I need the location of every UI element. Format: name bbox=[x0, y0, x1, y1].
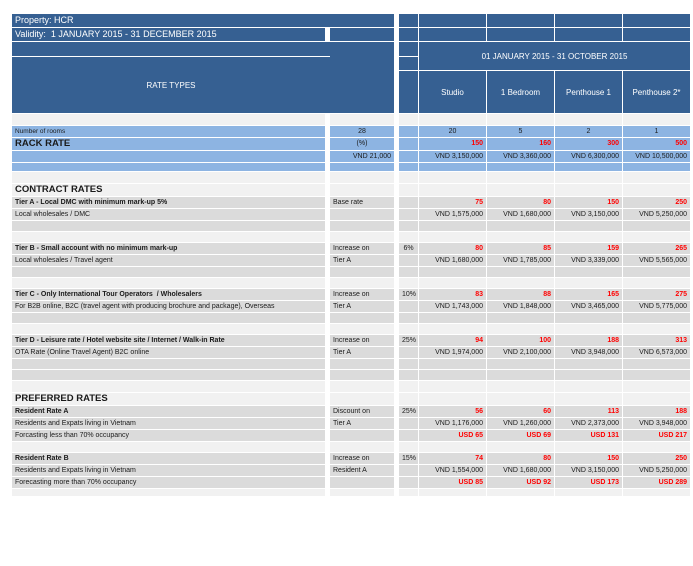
spacer-row bbox=[12, 172, 690, 183]
property-cell: Property: HCR bbox=[12, 14, 394, 27]
rack-rate-row: RACK RATE (%) 150 160 300 500 bbox=[12, 138, 690, 150]
spacer-row bbox=[12, 221, 690, 231]
tier-title: Tier C - Only International Tour Operators / Wholesalers bbox=[12, 289, 325, 300]
preferred-rates-heading-row bbox=[12, 393, 690, 405]
spacer-row bbox=[12, 381, 690, 392]
tier-title: Tier D - Leisure rate / Hotel website site / Internet / Walk-in Rate bbox=[12, 335, 325, 346]
column-header-penthouse2: Penthouse 2* bbox=[623, 71, 690, 113]
number-of-rooms-row: Number of rooms 28 20 5 2 1 bbox=[12, 126, 690, 137]
rack-rate-vnd-row: VND 21,000 VND 3,150,000 VND 3,360,000 VND 6,300,000 VND 10,500,000 bbox=[12, 151, 690, 162]
tier-title: Tier A - Local DMC with minimum mark-up 5% bbox=[12, 197, 325, 208]
spacer-row bbox=[12, 442, 690, 452]
spacer-row bbox=[12, 313, 690, 323]
period-header: 01 JANUARY 2015 - 31 OCTOBER 2015 bbox=[419, 42, 690, 70]
rack-base-vnd: VND 21,000 bbox=[330, 151, 394, 162]
resident-a-row: Resident Rate A Discount on 25% 56 60 113 188 bbox=[12, 406, 690, 417]
spacer-row bbox=[12, 114, 690, 125]
tier-a-row: Tier A - Local DMC with minimum mark-up 5% Base rate 75 80 150 250 bbox=[12, 197, 690, 208]
blank-merged-cell bbox=[330, 42, 394, 113]
spacer-row bbox=[12, 359, 690, 369]
column-header-penthouse1: Penthouse 1 bbox=[555, 71, 622, 113]
rack-rate-unit: (%) bbox=[330, 138, 394, 150]
preferred-rates-heading: PREFERRED RATES bbox=[12, 393, 325, 405]
spacer-row bbox=[12, 267, 690, 277]
tier-a-vnd-row: Local wholesales / DMC VND 1,575,000 VND 1,680,000 VND 3,150,000 VND 5,250,000 bbox=[12, 209, 690, 220]
validity-row bbox=[12, 28, 690, 41]
resident-b-vnd-row: Residents and Expats living in Vietnam Resident A VND 1,554,000 VND 1,680,000 VND 3,150,000 VND 5,250,000 bbox=[12, 465, 690, 476]
spacer-row bbox=[12, 163, 690, 171]
tier-b-row: Tier B - Small account with no minimum mark-up Increase on 6% 80 85 159 265 bbox=[12, 243, 690, 254]
tier-title: Resident Rate A bbox=[12, 406, 325, 417]
spacer-row bbox=[12, 489, 690, 496]
tier-d-vnd-row: OTA Rate (Online Travel Agent) B2C online Tier A VND 1,974,000 VND 2,100,000 VND 3,948,000 VND 6,573,000 bbox=[12, 347, 690, 358]
resident-a-usd-row: Forcasting less than 70% occupancy USD 65 USD 69 USD 131 USD 217 bbox=[12, 430, 690, 441]
spacer-cell bbox=[399, 14, 418, 27]
spacer-row bbox=[12, 324, 690, 334]
resident-b-usd-row: Forecasting more than 70% occupancy USD 85 USD 92 USD 173 USD 289 bbox=[12, 477, 690, 488]
blank-header-cell bbox=[12, 42, 330, 56]
rate-types-header: RATE TYPES bbox=[12, 57, 330, 113]
tier-b-vnd-row: Local wholesales / Travel agent Tier A VND 1,680,000 VND 1,785,000 VND 3,339,000 VND 5,565,000 bbox=[12, 255, 690, 266]
spacer-row bbox=[12, 278, 690, 288]
contract-rates-heading-row bbox=[12, 184, 690, 196]
rack-rate-label: RACK RATE bbox=[12, 138, 325, 150]
rate-sheet bbox=[12, 14, 690, 496]
column-header-studio: Studio bbox=[419, 71, 486, 113]
property-row bbox=[12, 14, 690, 27]
rooms-label: Number of rooms bbox=[12, 126, 325, 137]
tier-d-row: Tier D - Leisure rate / Hotel website site / Internet / Walk-in Rate Increase on 25% 94 100 188 313 bbox=[12, 335, 690, 346]
validity-cell: Validity: 1 JANUARY 2015 - 31 DECEMBER 2015 bbox=[12, 28, 325, 41]
tier-c-vnd-row: For B2B online, B2C (travel agent with producing brochure and package), Overseas Tier A VND 1,743,000 VND 1,848,000 VND 3,465,000 VND 5,775,000 bbox=[12, 301, 690, 312]
column-header-1bedroom: 1 Bedroom bbox=[487, 71, 554, 113]
tier-title: Resident Rate B bbox=[12, 453, 325, 464]
spacer-row bbox=[12, 232, 690, 242]
spacer-row bbox=[12, 370, 690, 380]
contract-rates-heading: CONTRACT RATES bbox=[12, 184, 325, 196]
tier-c-row: Tier C - Only International Tour Operators / Wholesalers Increase on 10% 83 88 165 275 bbox=[12, 289, 690, 300]
table-header-block bbox=[12, 42, 690, 113]
tier-title: Tier B - Small account with no minimum mark-up bbox=[12, 243, 325, 254]
resident-a-vnd-row: Residents and Expats living in Vietnam Tier A VND 1,176,000 VND 1,260,000 VND 2,373,000 VND 3,948,000 bbox=[12, 418, 690, 429]
resident-b-row: Resident Rate B Increase on 15% 74 80 150 250 bbox=[12, 453, 690, 464]
rooms-total: 28 bbox=[330, 126, 394, 137]
